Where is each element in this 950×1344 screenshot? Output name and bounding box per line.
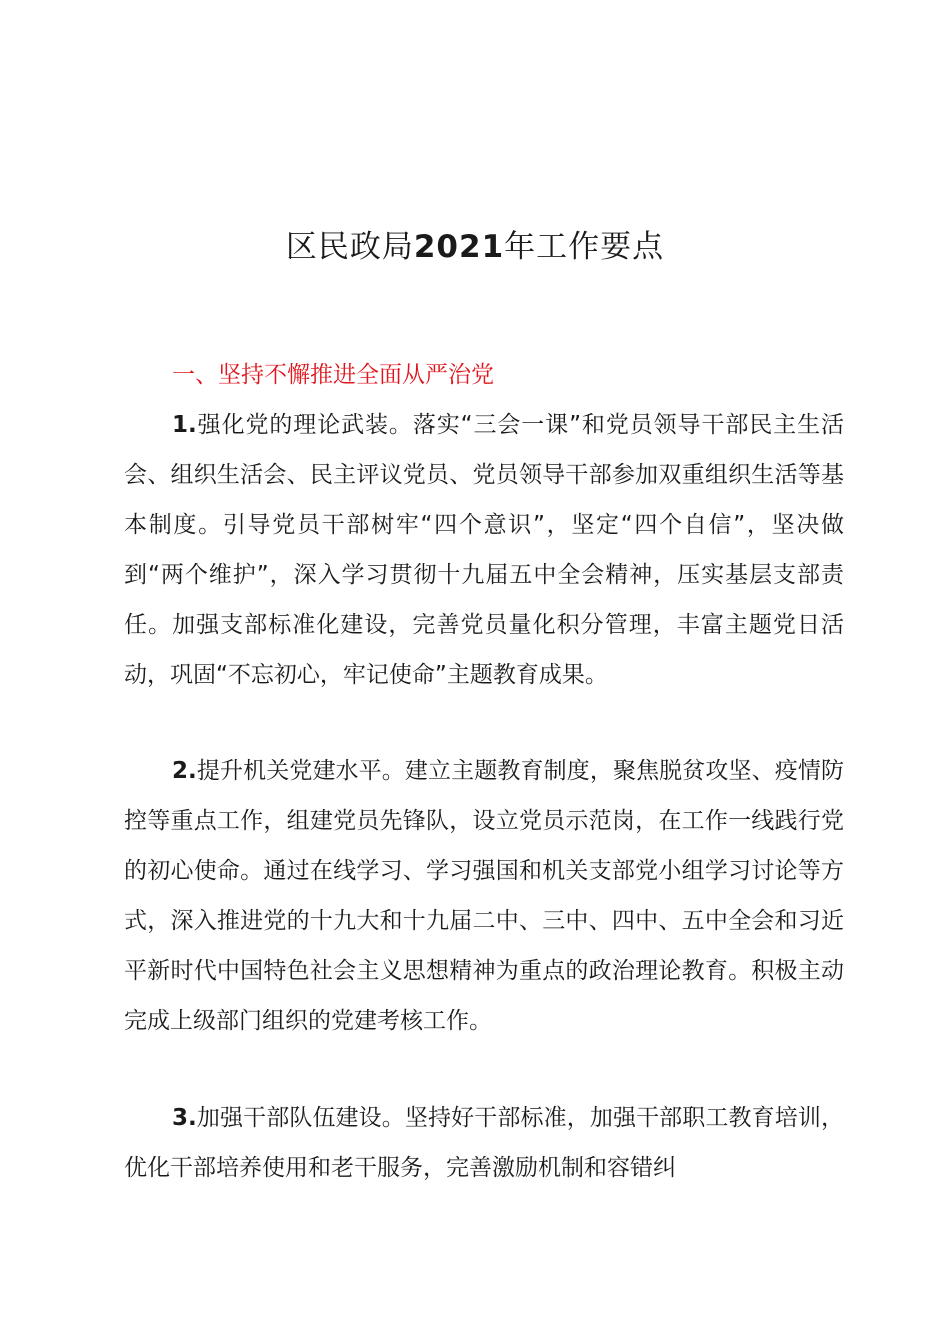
item-text-1: 强化党的理论武装。落实“三会一课”和党员领导干部民主生活会、组织生活会、民主评议党员、党员领导干部参加双重组织生活等基本制度。引导党员干部树牢“四个意识”，坚定“四个自信”，坚决做到“两个维护”，深入学习贯彻十九届五中全会精神，压实基层支部责任。加强支部标准化建设，完善党员量化积分管理，丰富主题党日活动，巩固“不忘初心，牢记使命”主题教育成果。 xyxy=(124,412,844,688)
item-number-3: 3. xyxy=(172,1105,197,1131)
item-number-2: 2. xyxy=(172,758,197,784)
paragraph-item-2 xyxy=(124,746,844,1046)
document-title xyxy=(0,222,950,272)
title-suffix: 年工作要点 xyxy=(504,229,665,265)
item-text-3: 加强干部队伍建设。坚持好干部标准，加强干部职工教育培训，优化干部培养使用和老干服务，完善激励机制和容错纠 xyxy=(124,1105,844,1181)
title-year: 2021 xyxy=(413,229,505,265)
paragraph-item-3 xyxy=(124,1093,844,1193)
paragraph-item-1 xyxy=(124,400,844,700)
title-prefix: 区民政局 xyxy=(285,229,414,265)
item-text-2: 提升机关党建水平。建立主题教育制度，聚焦脱贫攻坚、疫情防控等重点工作，组建党员先锋队，设立党员示范岗，在工作一线践行党的初心使命。通过在线学习、学习强国和机关支部党小组学习讨论等方式，深入推进党的十九大和十九届二中、三中、四中、五中全会和习近平新时代中国特色社会主义思想精神为重点的政治理论教育。积极主动完成上级部门组织的党建考核工作。 xyxy=(124,758,844,1034)
section-heading-1: 一、坚持不懈推进全面从严治党 xyxy=(172,362,494,388)
item-number-1: 1. xyxy=(172,412,197,438)
